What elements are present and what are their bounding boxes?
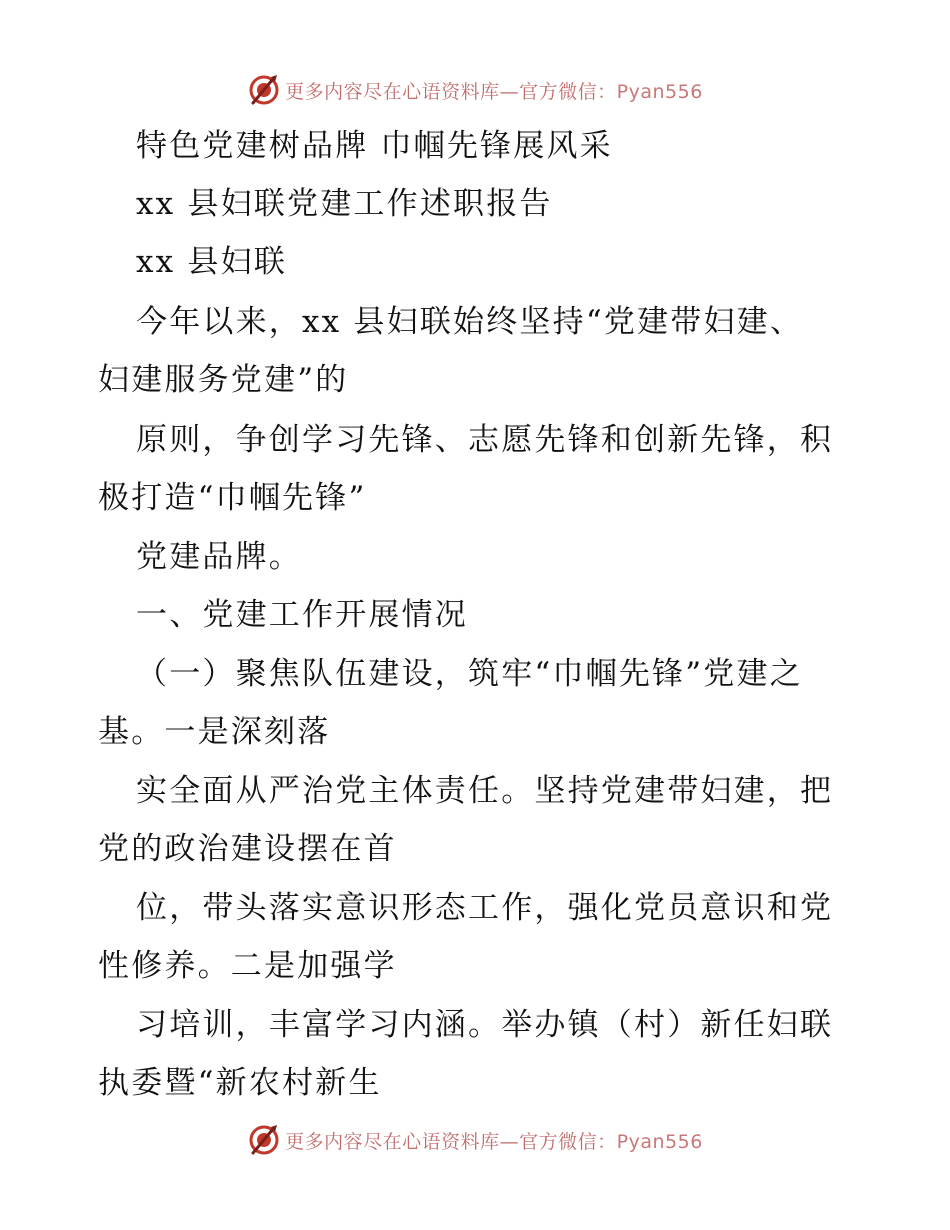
quill-seal-icon (247, 73, 281, 107)
doc-title: 特色党建树品牌 巾帼先锋展风采 (136, 128, 613, 164)
watermark-text-cn: 更多内容尽在心语资料库—官方微信： (285, 1130, 617, 1153)
paragraph-line: 实全面从严治党主体责任。坚持党建带妇建，把 (136, 773, 834, 809)
paragraph-line: 今年以来，xx 县妇联始终坚持“党建带妇建、 (136, 304, 804, 340)
paragraph-line: 基。一是深刻落 (98, 714, 331, 750)
paragraph-line: 性修养。二是加强学 (98, 948, 397, 984)
paragraph-line: 妇建服务党建”的 (98, 362, 349, 398)
quill-seal-icon (247, 1123, 281, 1157)
paragraph-line: 位，带头落实意识形态工作，强化党员意识和党 (136, 890, 834, 926)
subsection-heading: （一）聚焦队伍建设，筑牢“巾帼先锋”党建之 (136, 656, 803, 692)
watermark-wechat-id: Pyan556 (616, 1130, 703, 1153)
doc-subtitle: xx 县妇联党建工作述职报告 (136, 186, 553, 222)
paragraph-line: 原则，争创学习先锋、志愿先锋和创新先锋，积 (136, 422, 834, 458)
watermark-text-cn: 更多内容尽在心语资料库—官方微信： (285, 80, 617, 103)
header-watermark (0, 70, 950, 110)
paragraph-line: 习培训，丰富学习内涵。举办镇（村）新任妇联 (136, 1007, 834, 1043)
watermark-text (285, 1127, 703, 1154)
paragraph-line: 党建品牌。 (136, 539, 302, 575)
paragraph-line: 极打造“巾帼先锋” (98, 480, 367, 516)
section-heading: 一、党建工作开展情况 (136, 597, 468, 633)
paragraph-line: 党的政治建设摆在首 (98, 831, 397, 867)
watermark-text (285, 77, 703, 104)
footer-watermark (0, 1120, 950, 1160)
doc-author: xx 县妇联 (136, 244, 288, 280)
watermark-wechat-id: Pyan556 (616, 80, 703, 103)
paragraph-line: 执委暨“新农村新生 (98, 1065, 382, 1101)
